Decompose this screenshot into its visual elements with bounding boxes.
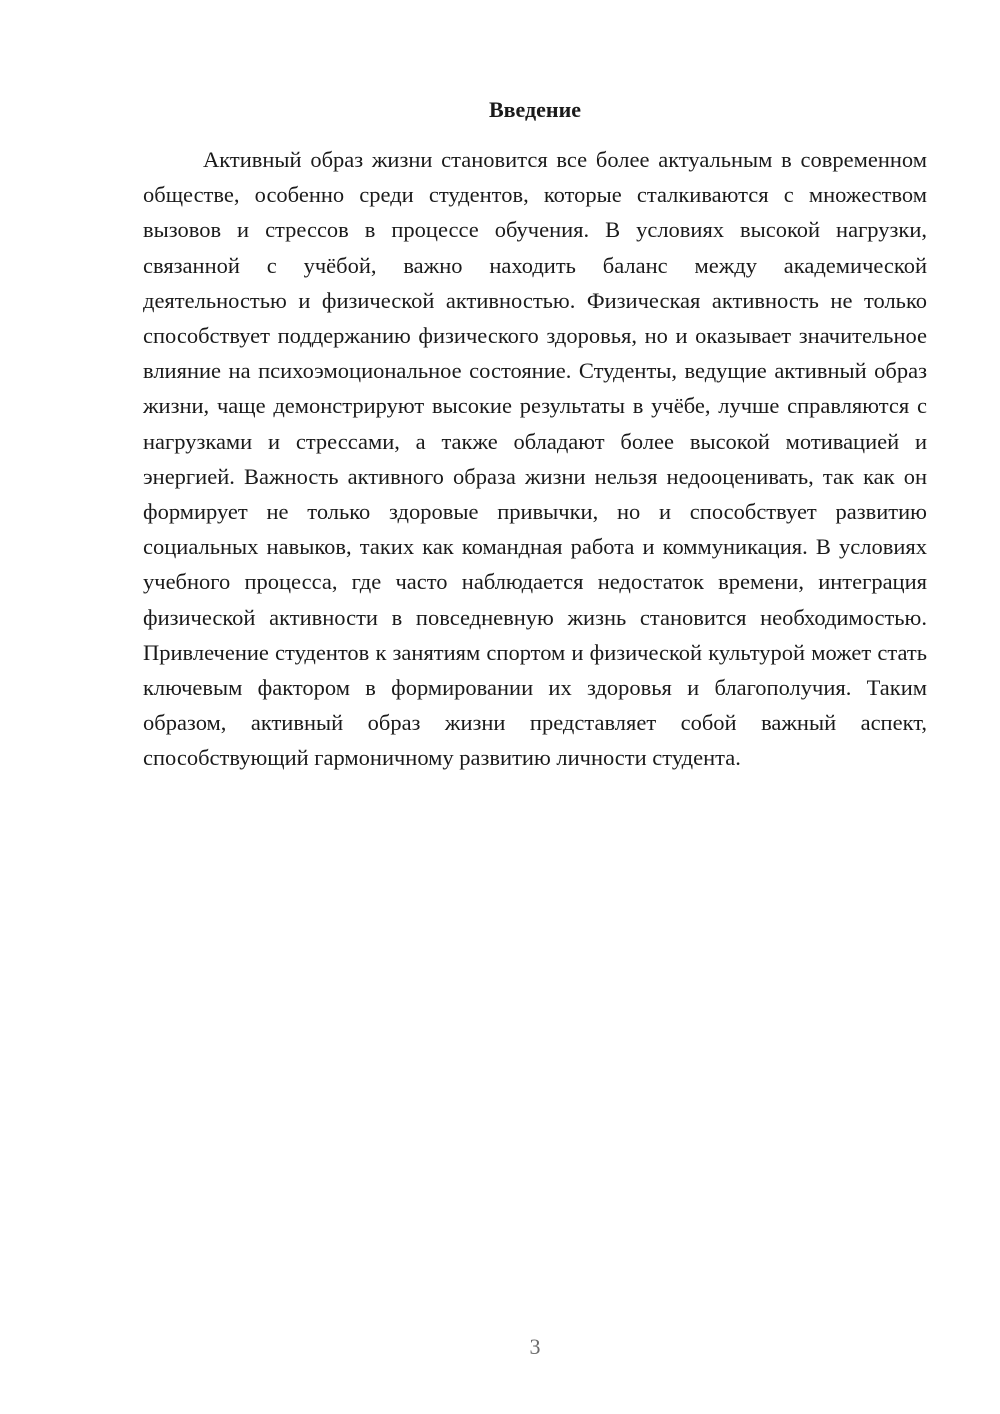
page-number: 3 [529, 1334, 541, 1359]
section-title: Введение [488, 97, 582, 122]
body-paragraph: Активный образ жизни становится все более актуальным в современном обществе, особенно среди студентов, которые сталкиваются с множеством вызовов и стрессов в процессе обучения. В условиях высокой нагрузки, связанной с учёбой, важно находить баланс между академической деятельностью и физической активностью. Физическая активность не только способствует поддержанию физического здоровья, но и оказывает значительное влияние на психоэмоциональное состояние. Студенты, ведущие активный образ жизни, чаще демонстрируют высокие результаты в учёбе, лучше справляются с нагрузками и стрессами, а также обладают более высокой мотивацией и энергией. Важность активного образа жизни нельзя недооценивать, так как он формирует не только здоровые привычки, но и способствует развитию социальных навыков, таких как командная работа и коммуникация. В условиях учебного процесса, где часто наблюдается недостаток времени, интеграция физической активности в повседневную жизнь становится необходимостью. Привлечение студентов к занятиям спортом и физической культурой может стать ключевым фактором в формировании их здоровья и благополучия. Таким образом, активный образ жизни представляет собой важный аспект, способствующий гармоничному развитию личности студента. [143, 147, 927, 771]
